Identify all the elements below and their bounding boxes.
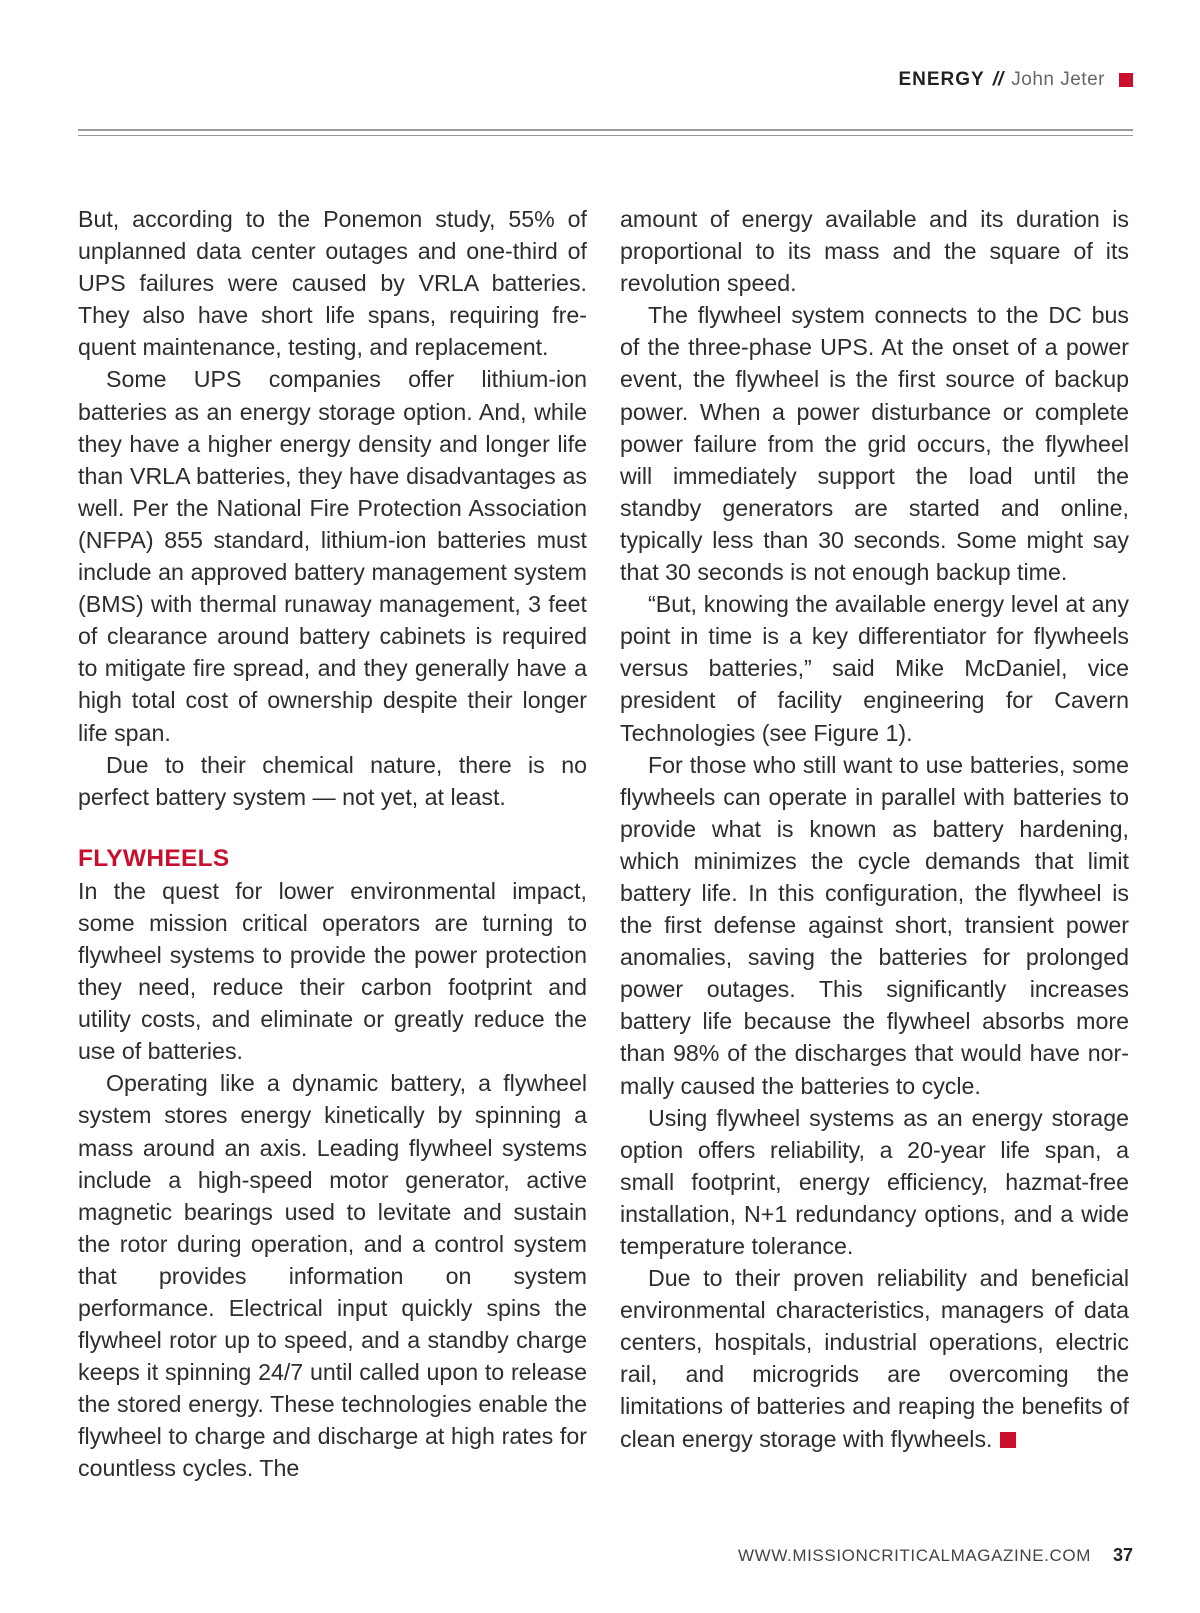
header-rule-top: [78, 129, 1133, 131]
section-label: ENERGY: [898, 69, 985, 90]
right-column: [620, 203, 1129, 1455]
paragraph: For those who still want to use batteries, some flywheels can operate in parallel with batteries to provide what is known as battery hardening, which minimizes the cycle demands that limit battery life. In this configuration, the flywheel is the first defense against short, transient power anomalies, saving the batteries for prolonged power outages. This significantly increases battery life because the flywheel absorbs more than 98% of the discharges that would have normally caused the batteries to cycle.: [620, 751, 1129, 1099]
paragraph: amount of energy available and its duration is proportional to its mass and the square of its revolution speed.: [620, 206, 1129, 297]
section-heading: FLYWHEELS: [78, 844, 230, 872]
page-number: 37: [1112, 1545, 1133, 1565]
running-header: [898, 68, 1133, 92]
paragraph: “But, knowing the available energy level at any point in time is a key differentiator for flywheels versus batteries,” said Mike McDaniel, vice president of facility engineering for Cavern Technologies (see Figure 1).: [620, 591, 1129, 746]
paragraph: But, according to the Ponemon study, 55% of unplanned data center outages and one-third of UPS failures were caused by VRLA batteries. They also have short life spans, requiring frequent maintenance, testing, and replacement.: [78, 206, 587, 361]
paragraph: Using flywheel systems as an energy storage option offers reliability, a 20-year life span, a small footprint, energy efficiency, hazmat-free installation, N+1 redundancy options, and a wide temperature tolerance.: [620, 1104, 1129, 1259]
paragraph: Due to their chemical nature, there is no perfect battery system — not yet, at least.: [78, 751, 587, 810]
website-url: WWW.MISSIONCRITICALMAGAZINE.COM: [738, 1546, 1091, 1565]
red-square-icon: [1119, 73, 1133, 87]
header-separator: //: [992, 69, 1004, 90]
end-of-article-icon: [1000, 1432, 1016, 1448]
paragraph: The flywheel system connects to the DC bus of the three-phase UPS. At the onset of a power event, the flywheel is the first source of backup power. When a power disturbance or complete power failure from the grid occurs, the flywheel will immediately support the load until the standby generators are started and online, typically less than 30 seconds. Some might say that 30 seconds is not enough backup time.: [620, 302, 1129, 586]
paragraph: Operating like a dynamic battery, a flywheel system stores energy kinetically by spinning a mass around an axis. Leading flywheel systems include a high-speed motor generator, active magnetic bearings used to levitate and sustain the rotor during operation, and a control system that provides information on system performance. Electrical input quickly spins the flywheel rotor up to speed, and a standby charge keeps it spinning 24/7 until called upon to release the stored energy. These technologies enable the flywheel to charge and discharge at high rates for countless cycles. The: [78, 1070, 587, 1482]
paragraph: Some UPS companies offer lithium-ion batteries as an energy storage option. And, while they have a higher energy density and longer life than VRLA batteries, they have disadvantages as well. Per the National Fire Protection Association (NFPA) 855 standard, lithium-ion batteries must include an approved battery management system (BMS) with thermal runaway management, 3 feet of clearance around battery cabinets is required to mitigate fire spread, and they generally have a high total cost of ownership despite their longer life span.: [78, 366, 587, 746]
paragraph: In the quest for lower environmental impact, some mission critical operators are turning to flywheel systems to provide the power protection they need, reduce their carbon footprint and utility costs, and eliminate or greatly reduce the use of batteries.: [78, 877, 587, 1065]
author-name: John Jeter: [1011, 69, 1105, 90]
header-rule-bottom: [78, 135, 1133, 136]
paragraph-text: Due to their proven reliability and beneficial environmental characteristics, managers of data centers, hospitals, industrial operations, electric rail, and microgrids are overcoming the limitations of batteries and reaping the benefits of clean energy storage with flywheels.: [620, 1265, 1129, 1452]
left-column: [78, 203, 587, 1485]
page-footer: [738, 1545, 1133, 1566]
final-paragraph: [620, 1262, 1129, 1455]
